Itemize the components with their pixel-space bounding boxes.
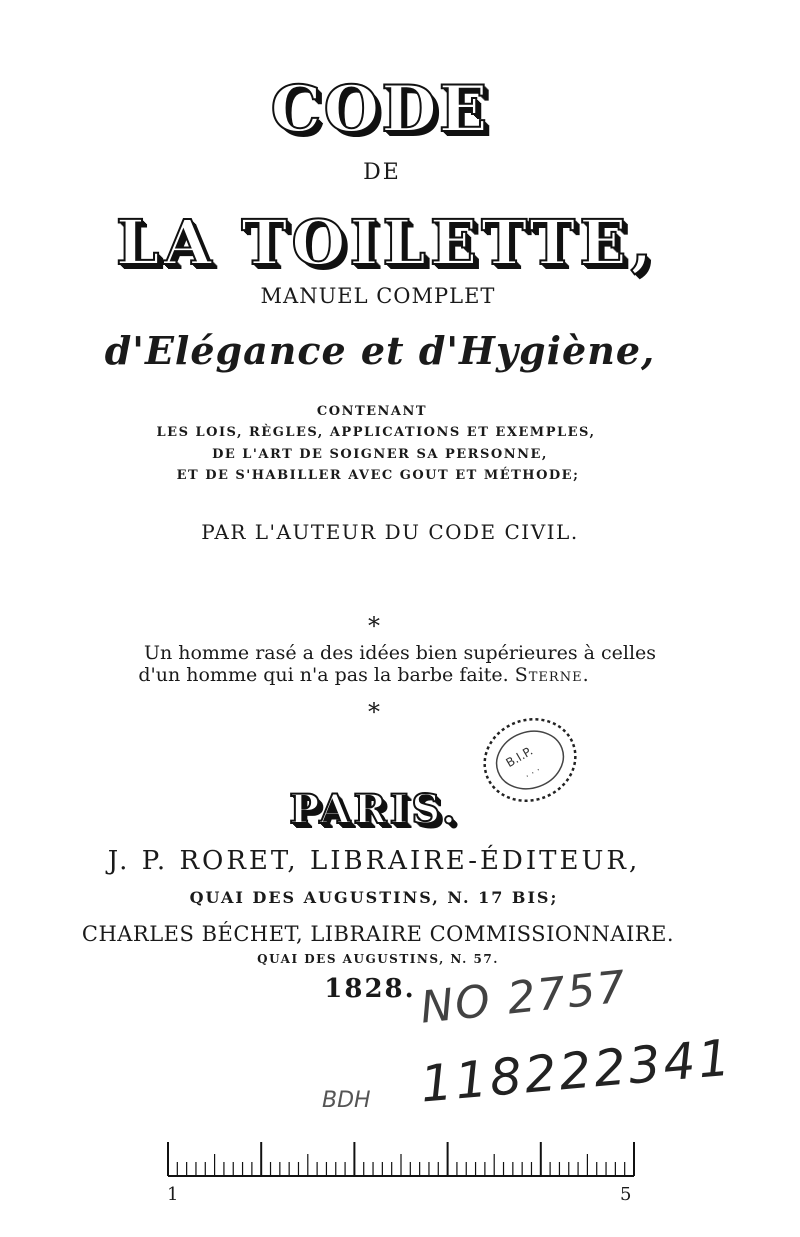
svg-text:B.I.P.: B.I.P. (503, 743, 536, 771)
contents-line-1: LES LOIS, RÈGLES, APPLICATIONS ET EXEMPLES, (156, 425, 596, 440)
author-line: PAR L'AUTEUR DU CODE CIVIL. (201, 520, 579, 544)
subtitle-elegance-hygiene: d'Elégance et d'Hygiène, (104, 328, 656, 373)
handwritten-shelfmark: NO 2757 (417, 961, 630, 1034)
imprint-year: 1828. (324, 974, 416, 1004)
title-code: CODE (270, 72, 490, 147)
contents-line-2: DE L'ART DE SOIGNER SA PERSONNE, (212, 447, 548, 462)
imprint-publisher-bechet: CHARLES BÉCHET, LIBRAIRE COMMISSIONNAIRE. (81, 922, 675, 946)
epigraph-attribution: Sterne. (514, 664, 590, 686)
epigraph-line-2-text: d'un homme qui n'a pas la barbe faite. (138, 664, 509, 686)
subtitle-manuel-complet: MANUEL COMPLET (260, 284, 496, 308)
epigraph-line-1: Un homme rasé a des idées bien supérieures à celles (143, 642, 657, 664)
title-de: DE (363, 160, 401, 185)
ruler-label-start: 1 (167, 1184, 179, 1205)
title-la-toilette: LA TOILETTE, (115, 206, 657, 279)
ornament-star-top: * (368, 612, 380, 640)
contenant-label: CONTENANT (316, 404, 428, 419)
contents-line-3: ET DE S'HABILLER AVEC GOUT ET MÉTHODE; (176, 468, 580, 483)
handwritten-catalog-number: 118222341 (418, 1028, 736, 1114)
svg-text:· · ·: · · · (523, 764, 543, 783)
epigraph-line-2 (0, 664, 764, 686)
ruler-label-end: 5 (620, 1184, 632, 1205)
imprint-city: PARIS. (289, 786, 459, 833)
ornament-star-bottom: * (368, 698, 380, 726)
imprint-address-1: QUAI DES AUGUSTINS, N. 17 BIS; (189, 888, 559, 907)
imprint-publisher-roret: J. P. RORET, LIBRAIRE-ÉDITEUR, (107, 846, 641, 876)
scale-ruler (166, 1140, 636, 1180)
handwritten-prefix: BDH (322, 1088, 371, 1113)
imprint-address-2: QUAI DES AUGUSTINS, N. 57. (257, 952, 499, 966)
